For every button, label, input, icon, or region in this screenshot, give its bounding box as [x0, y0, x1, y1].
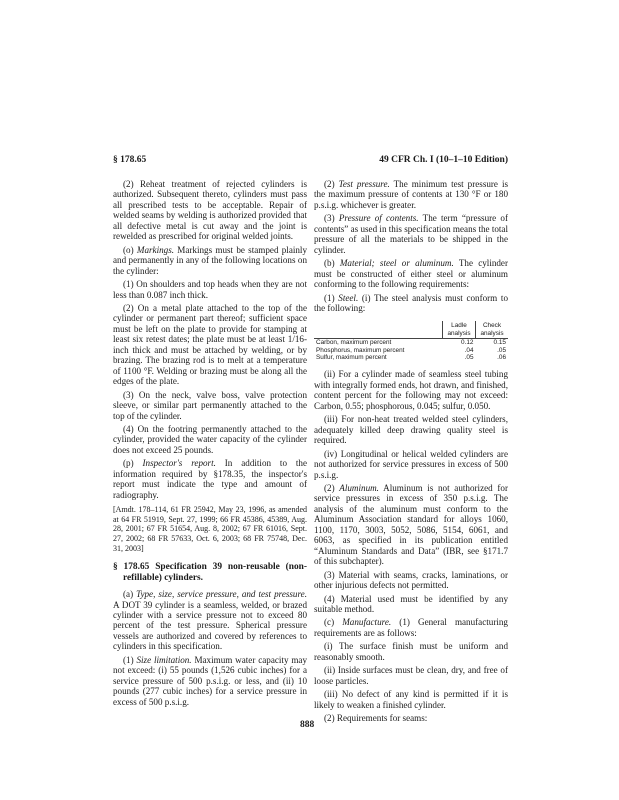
- paragraph-heading: Test pressure.: [338, 179, 390, 189]
- paragraph: [314, 258, 508, 289]
- paragraph-label: (2): [123, 179, 134, 189]
- paragraph: [314, 449, 508, 480]
- paragraph-label: (1): [123, 654, 134, 665]
- paragraph: [314, 293, 508, 314]
- paragraph: [113, 303, 307, 387]
- left-paragraphs-1: [113, 179, 307, 500]
- left-column: [113, 176, 307, 707]
- paragraph-text: Reheat treatment of rejected cylinders is authorized. Subsequent thereto, cylinders must pass all prescribed tests to be acceptable. Repair of welded seams by welding is authorized provided that all defective metal is cut away and the joint is rewelded as prescribed for original welded joints.: [113, 179, 307, 242]
- paragraph-text: No defect of any kind is permitted if it is likely to weaken a finished cylinder.: [314, 689, 508, 710]
- table-row: [314, 354, 508, 361]
- table-row: [314, 339, 508, 347]
- paragraph-label: (1): [324, 292, 335, 303]
- paragraph-label: (2): [324, 179, 335, 189]
- paragraph: [113, 655, 307, 707]
- paragraph-label: (iii): [324, 689, 338, 700]
- paragraph-label: (o): [123, 244, 134, 255]
- paragraph: [314, 483, 508, 567]
- paragraph-label: (2): [123, 302, 134, 313]
- paragraph-heading: Steel.: [338, 292, 359, 303]
- paragraph: [113, 390, 307, 421]
- paragraph-label: (ii): [324, 369, 336, 380]
- edition-header: 49 CFR Ch. I (10–1–10 Edition): [379, 155, 508, 165]
- right-paragraphs-2: [314, 369, 508, 723]
- paragraph-label: (1): [123, 279, 134, 290]
- paragraph-label: (iv): [324, 448, 338, 459]
- paragraph-label: (i): [324, 641, 333, 652]
- paragraph-label: (2): [324, 713, 335, 724]
- ladle-value: .05: [464, 354, 474, 362]
- paragraph-text: Inside surfaces must be clean, dry, and free of loose particles.: [314, 665, 508, 686]
- steel-analysis-table: [314, 321, 508, 361]
- paragraph-text: A DOT 39 cylinder is a seamless, welded, or brazed cylinder with a service pressure not to exceed 80 percent of the test pressure. Spherical pressure vessels are authorized and covered by references to cylinders in this specification.: [113, 599, 307, 652]
- paragraph-text: (i) The steel analysis must conform to the following:: [314, 292, 508, 313]
- paragraph-label: (iii): [324, 414, 338, 425]
- table-header-ladle: Ladle analysis: [443, 321, 476, 338]
- section-heading: [113, 562, 307, 583]
- paragraph-text: The term “pressure of contents” as used in this specification means the total pressure of all the materials to be shipped in the cylinder.: [314, 213, 509, 255]
- row-name: Phosphorus, maximum percent: [316, 346, 405, 354]
- page-number: 888: [300, 720, 315, 730]
- paragraph-heading: Type, size, service pressure, and test pressure.: [136, 589, 307, 600]
- paragraph-heading: Aluminum.: [339, 483, 379, 493]
- row-name: Sulfur, maximum percent: [316, 354, 387, 362]
- paragraph-label: (4): [324, 593, 335, 604]
- check-value: 0.15: [493, 339, 506, 347]
- paragraph-heading: Markings.: [136, 244, 175, 255]
- paragraph-heading: Inspector's report.: [142, 458, 216, 469]
- paragraph: [314, 570, 508, 591]
- ladle-value: 0.12: [461, 339, 474, 347]
- paragraph-text: Material used must be identified by any suitable method.: [314, 593, 509, 614]
- section-header: § 178.65: [113, 155, 147, 165]
- paragraph: [314, 213, 508, 255]
- paragraph-text: Maximum water capacity may not exceed: (i) 55 pounds (1,526 cubic inches) for a service pressure of 500 p.s.i.g. or less, and (ii) 10 pounds (277 cubic inches) for a service pressure in excess of 500 p.s.i.g.: [113, 654, 307, 707]
- paragraph-text: For a cylinder made of seamless steel tubing with integrally formed ends, hot drawn, and finished, content percent for the following may not exceed: Carbon, 0.55; phosphorous, 0.045; sulfur, 0.050.: [314, 369, 508, 411]
- paragraph: [113, 245, 307, 276]
- paragraph-label: (3): [123, 389, 134, 400]
- table-header-check: Check analysis: [476, 321, 509, 338]
- paragraph-text: The surface finish must be uniform and reasonably smooth.: [314, 641, 508, 662]
- paragraph-text: Longitudinal or helical welded cylinders are not authorized for service pressures in excess of 500 p.s.i.g.: [314, 448, 508, 480]
- paragraph-text: On shoulders and top heads when they are not less than 0.087 inch thick.: [113, 279, 307, 300]
- paragraph-heading: Material; steel or aluminum.: [339, 258, 454, 269]
- paragraph: [113, 424, 307, 455]
- paragraph: [113, 458, 307, 500]
- section-number: § 178.65: [113, 562, 150, 573]
- paragraph: [314, 414, 508, 445]
- paragraph-text: Material with seams, cracks, laminations, or other injurious defects not permitted.: [314, 569, 508, 591]
- paragraph-label: (b): [324, 258, 335, 269]
- paragraph-label: (a): [123, 589, 134, 600]
- paragraph-text: On a metal plate attached to the top of the cylinder or permanent part thereof; sufficient space must be left on the plate to provide for stamping at least six retest dates; the plate must be at least 1/16-inch thick and must be attached by welding, or by brazing. The brazing rod is to melt at a temperature of 1100 °F. Welding or brazing must be along all the edges of the plate.: [113, 302, 308, 387]
- paragraph-text: Aluminum is not authorized for service pressures in excess of 350 p.s.i.g. The analysis of the aluminum must conform to the Aluminum Association standard for alloys 1060, 1100, 1170, 3003, 5052, 5086, 5154, 6061, and 6063, as specified in its publication entitled “Aluminum Standards and Data” (IBR, see §171.7 of this subchapter).: [314, 483, 508, 567]
- paragraph: [314, 641, 508, 662]
- paragraph-text: The minimum test pressure is the maximum pressure of contents at 130 °F or 180 p.s.i.g. whichever is greater.: [314, 179, 509, 210]
- paragraph-text: In addition to the information required by §178.35, the inspector's report must indicate the type and amount of radiography.: [113, 458, 307, 500]
- paragraph-text: The cylinder must be constructed of either steel or aluminum conforming to the following requirements:: [314, 258, 509, 290]
- paragraph: [314, 665, 508, 686]
- check-value: .06: [497, 354, 506, 362]
- paragraph-label: (ii): [324, 665, 336, 676]
- right-column: [314, 176, 508, 724]
- paragraph: [314, 179, 508, 210]
- paragraph-text: On the footring permanently attached to the cylinder, provided the water capacity of the cylinder does not exceed 25 pounds.: [113, 423, 307, 455]
- paragraph-text: For non-heat treated welded steel cylinders, adequately killed deep drawing quality steel is required.: [314, 414, 508, 446]
- paragraph-heading: Pressure of contents.: [338, 213, 419, 224]
- paragraph: [314, 713, 508, 723]
- paragraph: [113, 279, 307, 300]
- amendment-note: [Amdt. 178–114, 61 FR 25942, May 23, 1996, as amended at 64 FR 51919, Sept. 27, 1999; 66 FR 45386, 45389, Aug. 28, 2001; 67 FR 51654, Aug. 8, 2002; 67 FR 61016, Sept. 27, 2002; 68 FR 57633, Oct. 6, 2003; 68 FR 75748, Dec. 31, 2003]: [113, 505, 307, 553]
- table-row: [314, 347, 508, 354]
- paragraph: [314, 617, 508, 638]
- section-title: Specification 39 non-reusable (non-refillable) cylinders.: [123, 562, 308, 583]
- paragraph: [314, 369, 508, 411]
- paragraph-text: On the neck, valve boss, valve protection sleeve, or similar part permanently attached to the top of the cylinder.: [113, 389, 307, 421]
- paragraph-text: Requirements for seams:: [336, 713, 428, 724]
- paragraph: [314, 689, 508, 710]
- paragraph-label: (c): [324, 617, 335, 628]
- paragraph-label: (p): [123, 458, 134, 469]
- paragraph-text: Markings must be stamped plainly and permanently in any of the following locations on the cylinder:: [113, 244, 307, 276]
- check-value: .05: [497, 346, 506, 354]
- paragraph-text: (1) General manufacturing requirements are as follows:: [314, 617, 508, 638]
- paragraph-label: (2): [324, 483, 335, 493]
- right-paragraphs-1: [314, 179, 508, 313]
- ladle-value: .04: [464, 346, 474, 354]
- paragraph-label: (4): [123, 423, 134, 434]
- paragraph-heading: Size limitation.: [136, 654, 192, 665]
- paragraph: [113, 589, 307, 652]
- paragraph-label: (3): [324, 569, 335, 580]
- left-paragraphs-2: [113, 589, 307, 707]
- paragraph-heading: Manufacture.: [342, 617, 392, 628]
- row-name: Carbon, maximum percent: [316, 339, 392, 347]
- paragraph: [314, 594, 508, 615]
- paragraph-label: (3): [324, 213, 335, 224]
- paragraph: [113, 179, 307, 242]
